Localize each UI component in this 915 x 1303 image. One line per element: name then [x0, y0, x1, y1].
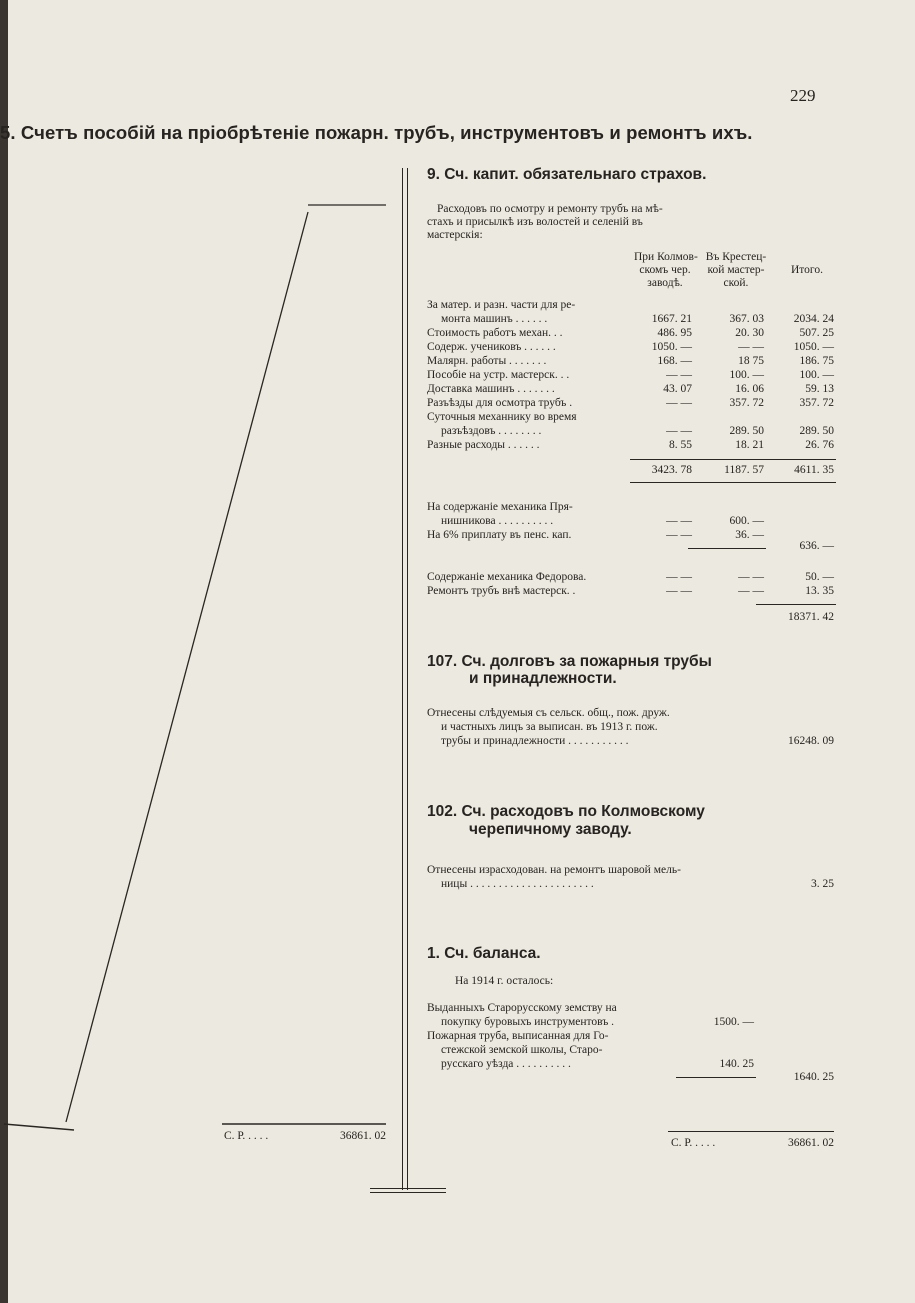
- row-label: Содерж. учениковъ . . . . . .: [427, 341, 556, 353]
- row-label: Разъѣзды для осмотра трубъ .: [427, 397, 573, 409]
- other-value-kresttets: — —: [738, 585, 764, 597]
- balance-rule: [676, 1077, 756, 1078]
- left-column-strike: [0, 0, 400, 1190]
- row-value-kolmov: 1667. 21: [651, 313, 692, 325]
- section-9-grand-total: 18371. 42: [788, 611, 834, 623]
- row-value-kolmov: — —: [666, 397, 692, 409]
- right-total-rule: [668, 1131, 834, 1132]
- row-value-total: 59. 13: [805, 383, 834, 395]
- row-label: Стоимость работъ механ. . .: [427, 327, 563, 339]
- row-value-kresttets: 367. 03: [729, 313, 764, 325]
- row-value-kolmov: 8. 55: [669, 439, 692, 451]
- row-label: За матер. и разн. части для ре-: [427, 299, 576, 311]
- row-label: монта машинъ . . . . . .: [441, 313, 548, 325]
- section-9-intro-line: стахъ и присылкѣ изъ волостей и селеній въ: [427, 216, 643, 228]
- other-row-label: Содержаніе механика Федорова.: [427, 571, 587, 583]
- column-header-total: Итого.: [791, 264, 823, 276]
- row-value-kresttets: 20. 30: [735, 327, 764, 339]
- balance-item-line: Пожарная труба, выписанная для Го-: [427, 1030, 609, 1042]
- row-value-total: 100. —: [799, 369, 834, 381]
- left-total-value: 36861. 02: [340, 1130, 386, 1142]
- left-bottom-stroke: [4, 1124, 74, 1130]
- row-value-kresttets: 357. 72: [729, 397, 764, 409]
- section-9-intro-line: Расходовъ по осмотру и ремонту трубъ на мѣ-: [437, 203, 663, 215]
- section-9-intro-line: мастерскія:: [427, 229, 483, 241]
- row-value-total: 26. 76: [805, 439, 834, 451]
- header-line: скомъ чер.: [639, 264, 691, 276]
- left-total-label: С. Р. . . . .: [224, 1130, 269, 1142]
- row-value-kresttets: — —: [738, 341, 764, 353]
- section-107-heading-line2: и принадлежности.: [469, 670, 617, 687]
- row-label: Суточныя механнику во время: [427, 411, 577, 423]
- row-value-kolmov: 168. —: [657, 355, 692, 367]
- row-label: Доставка машинъ . . . . . . .: [427, 383, 555, 395]
- subtotal-total: 4611. 35: [794, 464, 834, 476]
- title-prefix: 5.: [0, 122, 16, 143]
- row-label: Малярн. работы . . . . . . .: [427, 355, 547, 367]
- mechanic-value-kolmov: — —: [666, 529, 692, 541]
- column-divider-second: [407, 168, 408, 1190]
- row-label: Пособіе на устр. мастерск. . .: [427, 369, 570, 381]
- row-value-total: 289. 50: [799, 425, 834, 437]
- row-value-kresttets: 16. 06: [735, 383, 764, 395]
- row-value-total: 357. 72: [799, 397, 834, 409]
- mechanic-total: 636. —: [799, 540, 834, 552]
- column-header-krestetsky: [698, 251, 774, 290]
- page-number: 229: [790, 86, 816, 105]
- row-value-kolmov: 486. 95: [657, 327, 692, 339]
- column-header-kolmovsky: [634, 251, 696, 290]
- balance-item-value: 140. 25: [719, 1058, 754, 1070]
- section-107-line: и частныхъ лицъ за выписан. въ 1913 г. пож.: [441, 721, 658, 733]
- section-107-value: 16248. 09: [788, 735, 834, 747]
- subtotal-rule: [630, 459, 836, 460]
- row-value-kresttets: 18 75: [738, 355, 764, 367]
- other-value-total: 13. 35: [805, 585, 834, 597]
- row-value-kresttets: 100. —: [729, 369, 764, 381]
- section-102-line: ницы . . . . . . . . . . . . . . . . . . . . . .: [441, 878, 594, 890]
- header-line: При Колмов-: [634, 251, 698, 263]
- header-line: заводѣ.: [647, 277, 683, 289]
- row-value-kolmov: 1050. —: [651, 341, 692, 353]
- title-text: Счетъ пособій на пріобрѣтеніе пожарн. трубъ, инструментовъ и ремонтъ ихъ.: [20, 122, 753, 143]
- row-value-total: 186. 75: [799, 355, 834, 367]
- header-line: ской.: [723, 277, 749, 289]
- balance-item-line: стежской земской школы, Старо-: [441, 1044, 603, 1056]
- other-row-label: Ремонтъ трубъ внѣ мастерск. .: [427, 585, 576, 597]
- row-value-kresttets: 18. 21: [735, 439, 764, 451]
- section-102-line: Отнесены израсходован. на ремонтъ шаровой мель-: [427, 864, 681, 876]
- row-label: разъѣздовъ . . . . . . . .: [441, 425, 542, 437]
- section-107-heading: 107. Сч. долговъ за пожарныя трубы: [427, 653, 712, 670]
- section-102-value: 3. 25: [811, 878, 834, 890]
- bottom-ornament-rule-2: [370, 1192, 446, 1193]
- section-107-line: Отнесены слѣдуемыя съ сельск. общ., пож. друж.: [427, 707, 670, 719]
- row-value-total: 1050. —: [793, 341, 834, 353]
- subtotal-kolmov: 3423. 78: [651, 464, 692, 476]
- mechanic-row-label: На содержаніе механика Пря-: [427, 501, 573, 513]
- section-9-heading: 9. Сч. капит. обязательнаго страхов.: [427, 166, 707, 183]
- row-label: Разные расходы . . . . . .: [427, 439, 540, 451]
- section-1-heading: 1. Сч. баланса.: [427, 945, 541, 962]
- section-102-heading: 102. Сч. расходовъ по Колмовскому: [427, 803, 705, 820]
- bottom-ornament-rule: [370, 1188, 446, 1189]
- mechanic-value-kolmov: — —: [666, 515, 692, 527]
- mechanic-value-kresttets: 600. —: [729, 515, 764, 527]
- grand-total-rule: [756, 604, 836, 605]
- subtotal-kresttets: 1187. 57: [724, 464, 764, 476]
- row-value-total: 507. 25: [799, 327, 834, 339]
- mechanic-row-label: На 6% приплату въ пенс. кап.: [427, 529, 572, 541]
- row-value-kolmov: — —: [666, 369, 692, 381]
- row-value-kresttets: 289. 50: [729, 425, 764, 437]
- mechanic-rule: [688, 548, 766, 549]
- subtotal-rule-bottom: [630, 482, 836, 483]
- balance-item-line: Выданныхъ Старорусскому земству на: [427, 1002, 617, 1014]
- section-1-total: 1640. 25: [793, 1071, 834, 1083]
- balance-item-line: покупку буровыхъ инструментовъ .: [441, 1016, 615, 1028]
- right-total-value: 36861. 02: [788, 1137, 834, 1149]
- row-value-kolmov: 43. 07: [663, 383, 692, 395]
- balance-item-value: 1500. —: [713, 1016, 754, 1028]
- row-value-total: 2034. 24: [793, 313, 834, 325]
- mechanic-value-kresttets: 36. —: [735, 529, 764, 541]
- diagonal-strike-line: [66, 212, 308, 1122]
- section-102-heading-line2: черепичному заводу.: [469, 821, 632, 838]
- header-line: кой мастер-: [707, 264, 765, 276]
- header-line: Въ Крестец-: [705, 251, 767, 263]
- mechanic-row-label: нишникова . . . . . . . . . .: [441, 515, 554, 527]
- row-value-kolmov: — —: [666, 425, 692, 437]
- right-total-label: С. Р. . . . .: [671, 1137, 716, 1149]
- other-value-total: 50. —: [805, 571, 834, 583]
- section-107-line: трубы и принадлежности . . . . . . . . . . .: [441, 735, 629, 747]
- balance-item-line: русскаго уѣзда . . . . . . . . . .: [441, 1058, 571, 1070]
- column-divider: [402, 168, 403, 1190]
- other-value-kolmov: — —: [666, 571, 692, 583]
- section-1-intro: На 1914 г. осталось:: [455, 975, 554, 987]
- other-value-kolmov: — —: [666, 585, 692, 597]
- other-value-kresttets: — —: [738, 571, 764, 583]
